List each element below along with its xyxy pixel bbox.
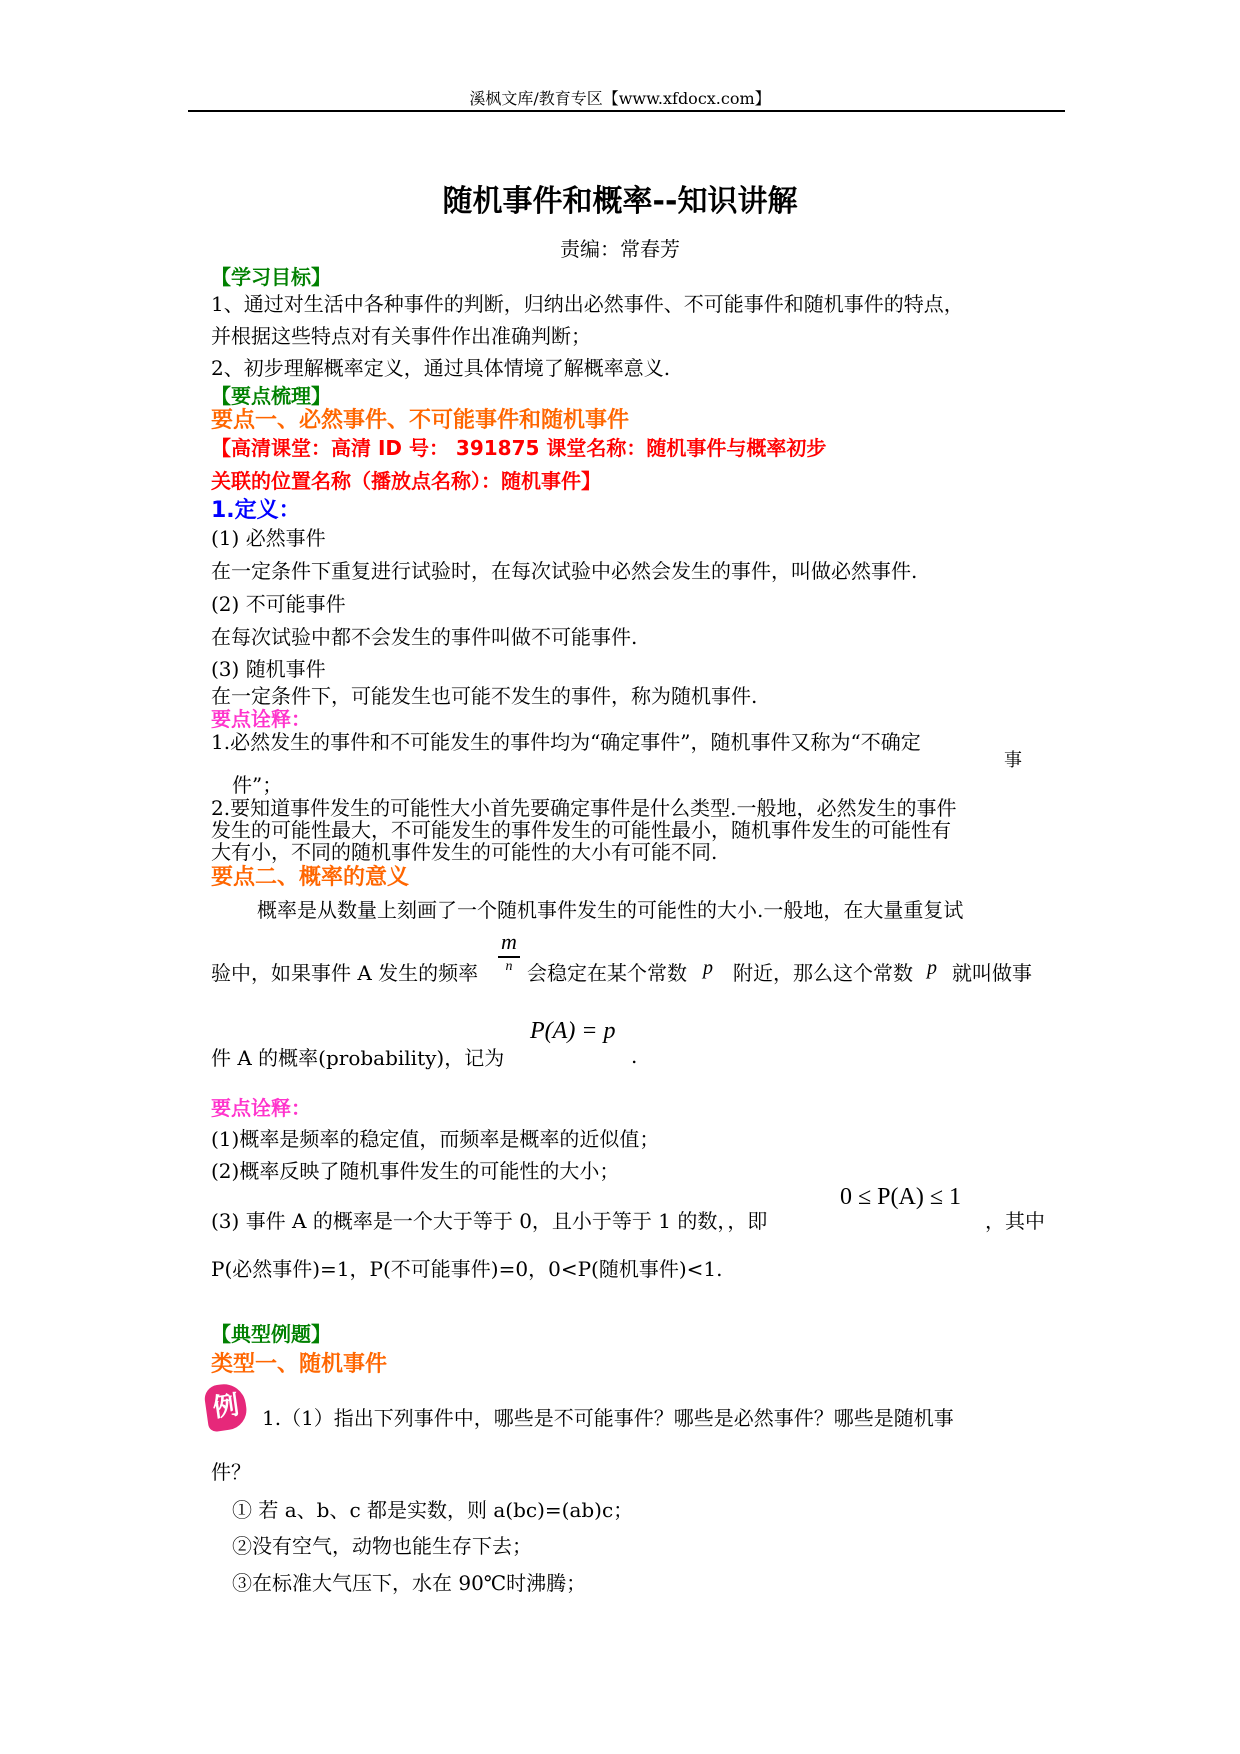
video-line-1: 【高清课堂：高清 ID 号： 391875 课堂名称：随机事件与概率初步 [211,436,827,460]
probability-line-2d: 就叫做事 [952,961,1032,985]
probability-line-2a: 验中，如果事件 A 发生的频率 [211,961,479,985]
example1-line-a: 1.（1）指出下列事件中，哪些是不可能事件？哪些是必然事件？哪些是随机事 [262,1406,954,1430]
definition-heading: 1.定义： [211,498,301,523]
frequency-fraction [495,930,523,974]
def1-text: 在一定条件下重复进行试验时，在每次试验中必然会发生的事件，叫做必然事件. [211,559,918,583]
note-heading: 要点诠释： [211,707,311,731]
note2-item-1: (1)概率是频率的稳定值，而频率是概率的近似值； [211,1127,660,1151]
fraction-numerator: m [501,929,517,954]
probability-line-2c: 附近，那么这个常数 [733,961,913,985]
formula-range: 0 ≤ P(A) ≤ 1 [840,1184,962,1210]
note2-line-b: 发生的可能性最大，不可能发生的事件发生的可能性最小，随机事件发生的可能性有 [211,818,951,842]
def3-text: 在一定条件下，可能发生也可能不发生的事件，称为随机事件. [211,684,758,708]
note2-item-3b: ，其中 [985,1209,1045,1233]
note2-item-2: (2)概率反映了随机事件发生的可能性的大小； [211,1159,620,1183]
note2-heading: 要点诠释： [211,1096,311,1120]
point2-title: 要点二、概率的意义 [211,865,410,890]
probability-line-1: 概率是从数量上刻画了一个随机事件发生的可能性的大小.一般地，在大量重复试 [257,898,964,922]
examples-heading: 【典型例题】 [211,1322,331,1346]
example1-item-1: ① 若 a、b、c 都是实数，则 a(bc)=(ab)c； [232,1498,634,1522]
note2-line-c: 大有小，不同的随机事件发生的可能性的大小有可能不同. [211,840,718,864]
note1-line-c: 件”； [232,773,283,797]
document-title: 随机事件和概率--知识讲解 [442,184,798,219]
formula-p-of-a: P(A) = p [530,1018,616,1044]
def3-label: (3) 随机事件 [211,657,326,681]
note2-item-3c: P(必然事件)=1，P(不可能事件)=0，0<P(随机事件)<1. [211,1257,723,1281]
constant-p-2: p [927,957,937,979]
probability-line-2b: 会稳定在某个常数 [527,961,687,985]
example1-line-b: 件？ [211,1460,251,1484]
video-line-2: 关联的位置名称（播放点名称）：随机事件】 [211,469,601,493]
page-header: 溪枫文库/教育专区【www.xfdocx.com】 [469,89,771,108]
probability-line-3: 件 A 的概率(probability)，记为 [211,1046,505,1070]
objective-line-3: 2、初步理解概率定义，通过具体情境了解概率意义. [211,356,671,380]
probability-line-3-end: . [631,1044,638,1068]
def2-text: 在每次试验中都不会发生的事件叫做不可能事件. [211,625,638,649]
objectives-heading: 【学习目标】 [211,265,331,289]
note2-line-a: 2.要知道事件发生的可能性大小首先要确定事件是什么类型.一般地，必然发生的事件 [211,796,957,820]
point1-title: 要点一、必然事件、不可能事件和随机事件 [211,408,630,433]
note2-item-3a: (3) 事件 A 的概率是一个大于等于 0，且小于等于 1 的数，，即 [211,1209,768,1233]
example1-item-3: ③在标准大气压下，水在 90℃时沸腾； [232,1571,587,1595]
example-badge-icon: 例 [203,1381,249,1432]
objective-line-2: 并根据这些特点对有关事件作出准确判断； [211,324,591,348]
note1-line-a: 1.必然发生的事件和不可能发生的事件均为“确定事件”，随机事件又称为“不确定 [211,730,921,754]
editor-line: 责编：常春芳 [560,237,680,261]
note1-line-b: 事 [1004,750,1022,771]
def1-label: (1) 必然事件 [211,526,326,550]
keypoints-heading: 【要点梳理】 [211,384,331,408]
def2-label: (2) 不可能事件 [211,592,346,616]
objective-line-1: 1、通过对生活中各种事件的判断，归纳出必然事件、不可能事件和随机事件的特点， [211,292,964,316]
example1-item-2: ②没有空气，动物也能生存下去； [232,1534,532,1558]
constant-p-1: p [703,957,713,979]
type1-title: 类型一、随机事件 [211,1352,388,1377]
header-rule [188,110,1065,112]
fraction-bar [498,956,520,958]
fraction-denominator: n [505,959,513,974]
